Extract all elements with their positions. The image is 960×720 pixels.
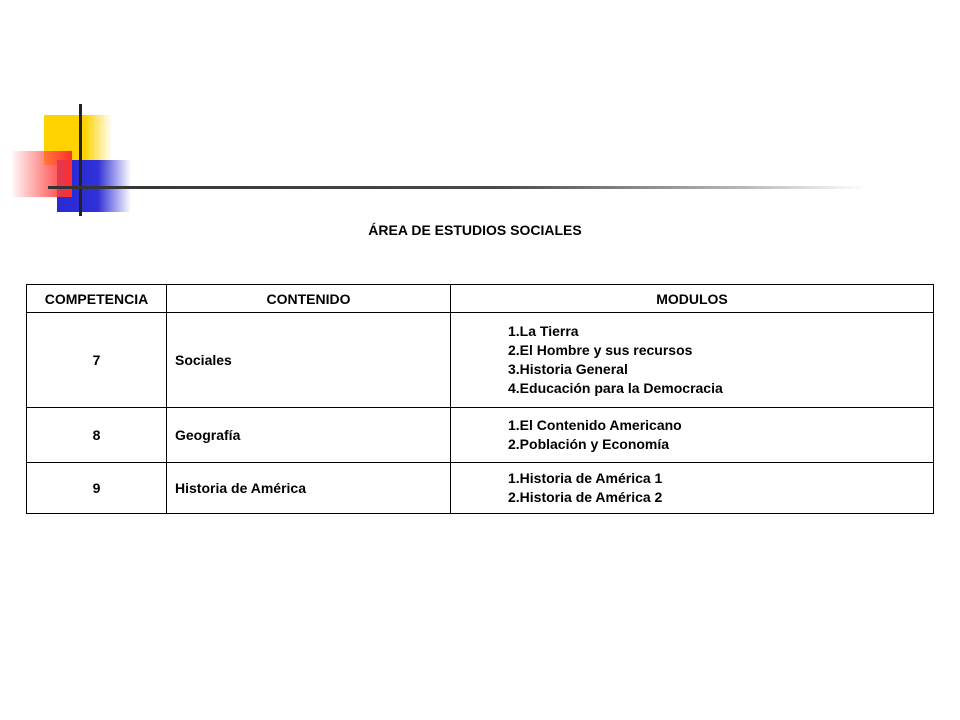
module-item: 1.El Contenido Americano <box>508 417 682 433</box>
header-competencia: COMPETENCIA <box>27 285 167 313</box>
module-list <box>508 416 933 454</box>
header-contenido: CONTENIDO <box>167 285 451 313</box>
decorative-red-square <box>12 151 72 197</box>
header-modulos: MODULOS <box>451 285 934 313</box>
page-title: ÁREA DE ESTUDIOS SOCIALES <box>368 222 582 238</box>
modulos-cell <box>451 313 934 408</box>
competencia-cell: 8 <box>27 408 167 463</box>
module-item: 1.La Tierra <box>508 323 579 339</box>
contenido-cell: Historia de América <box>167 463 451 514</box>
module-item: 4.Educación para la Democracia <box>508 380 723 396</box>
contenido-cell: Sociales <box>167 313 451 408</box>
table-row <box>27 463 934 514</box>
module-list <box>508 469 933 507</box>
competencia-cell: 9 <box>27 463 167 514</box>
modulos-cell <box>451 463 934 514</box>
module-list <box>508 322 933 398</box>
decorative-vertical-line <box>79 104 82 216</box>
module-item: 1.Historia de América 1 <box>508 470 663 486</box>
module-item: 2.Historia de América 2 <box>508 489 663 505</box>
module-item: 2.Población y Economía <box>508 436 670 452</box>
module-item: 2.El Hombre y sus recursos <box>508 342 693 358</box>
table-header-row <box>27 285 934 313</box>
modulos-cell <box>451 408 934 463</box>
contenido-cell: Geografía <box>167 408 451 463</box>
modules-table <box>26 284 934 514</box>
decorative-horizontal-line <box>48 186 868 189</box>
table-row <box>27 313 934 408</box>
table-row <box>27 408 934 463</box>
competencia-cell: 7 <box>27 313 167 408</box>
module-item: 3.Historia General <box>508 361 628 377</box>
